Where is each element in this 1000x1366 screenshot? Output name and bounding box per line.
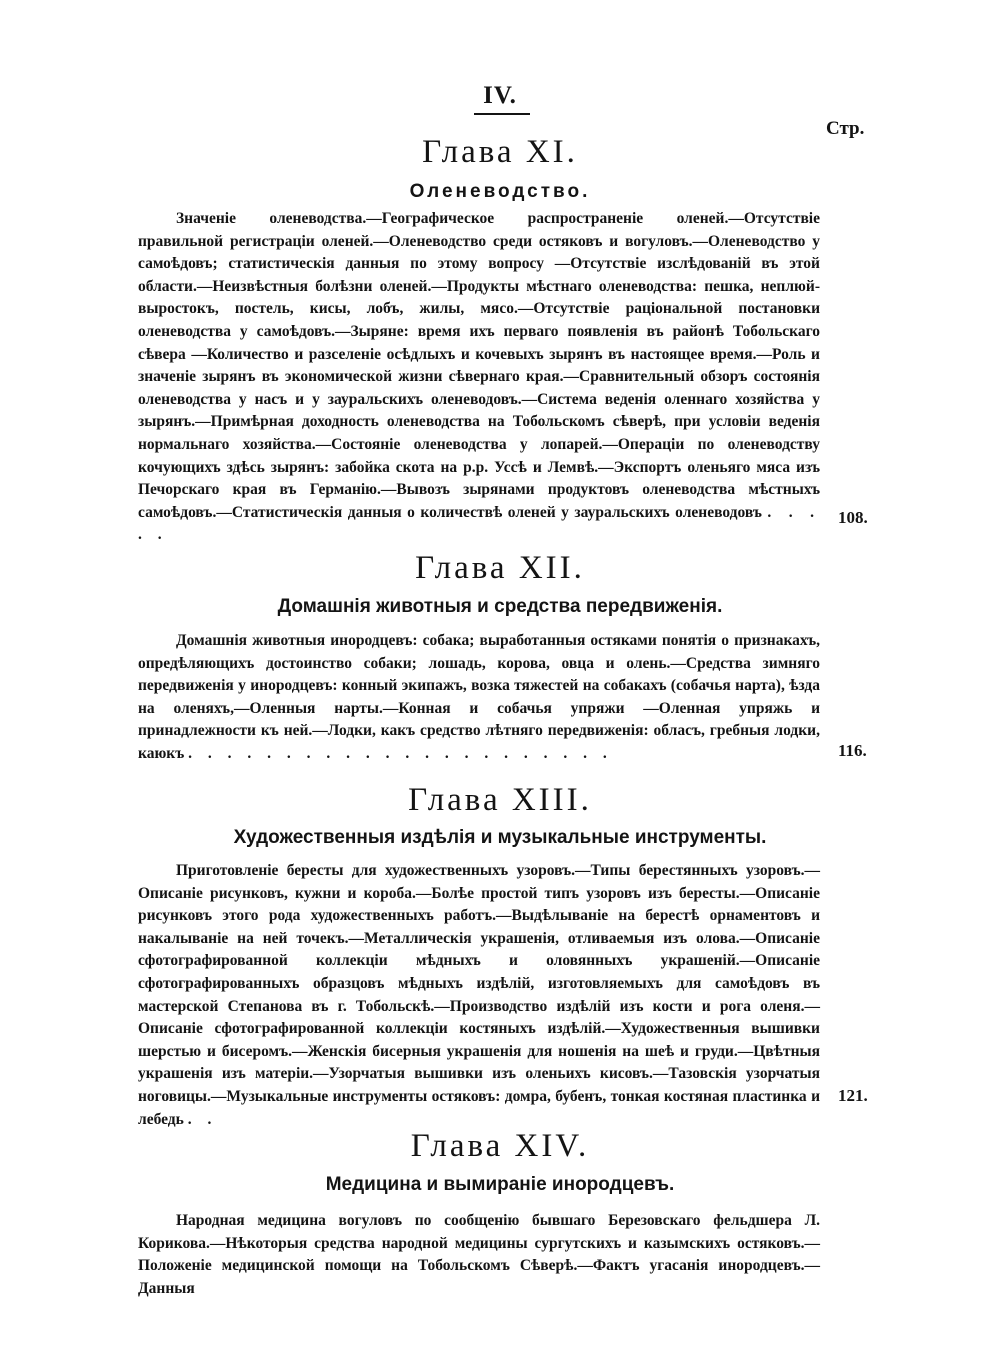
page-number: IV. [483,82,517,109]
chapter-subtitle: Художественныя издѣлія и музыкальные инструменты. [233,827,767,848]
chapter-page-reference: 108. [838,508,868,527]
chapter-page-reference: 121. [838,1086,868,1105]
chapter-subtitle: Медицина и вымираніе инородцевъ. [325,1174,675,1195]
chapter-summary [138,860,820,1131]
summary-text: Народная медицина вогуловъ по сообщенію бывшаго Березовскаго фельдшера Л. Корикова.—Нѣкоторыя средства народной медицины сургутскихъ и казымскихъ остяковъ.—Положеніе медицинской помощи на Тобольскомъ Сѣверѣ.—Фактъ угасанія инородцевъ.—Данныя [138,1212,820,1297]
page-column-label: Стр. [826,118,865,139]
summary-text: Значеніе оленеводства.—Географическое распространеніе оленей.—Отсутствіе правильной регистраціи оленей.—Оленеводство среди остяковъ и вогуловъ.—Оленеводство у самоѣдовъ; статистическія данныя по этому вопросу —Отсутствіе изслѣдованій въ этой области.—Неизвѣстныя болѣзни оленей.—Продукты мѣстнаго оленеводства: пешка, неплюй-выростокъ, постель, кисы, лобъ, жилы, мясо.—Отсутствіе раціональной постановки оленеводства у самоѣдовъ.—Зыряне: время ихъ перваго появленія въ районѣ Тобольскаго сѣвера —Количество и разселеніе осѣдлыхъ и кочевыхъ зырянъ въ настоящее время.—Роль и значеніе зырянъ въ экономической жизни сѣвернаго края.—Сравнительный обзоръ состоянія оленеводства у насъ и у зауральскихъ оленеводовъ.—Система веденія оленнаго хозяйства у зырянъ.—Примѣрная доходность оленеводства на Тобольскомъ сѣверѣ, при условіи веденія нормальнаго хозяйства.—Состояніе оленеводства у лопарей.—Операціи по оленеводству кочующихъ здѣсь зырянъ: забойка скота на р.р. Уссѣ и Лемвѣ.—Экспортъ оленьяго мяса изъ Печорскаго края въ Германію.—Вывозъ зырянами продуктовъ оленеводства мѣстныхъ самоѣдовъ.—Статистическія данныя о количествѣ оленей у зауральскихъ оленеводовъ [138,210,820,521]
chapter-summary [138,630,820,766]
page-number-underline [474,113,530,115]
summary-text: Домашнія животныя инородцевъ: собака; выработанныя остяками понятія о признакахъ, опредѣляющихъ достоинство собаки; лошадь, корова, овца и олень.—Средства зимняго передвиженія у инородцевъ: конный экипажъ, возка тяжестей на собакахъ (собачья нарта), ѣзда на оленяхъ,—Оленныя нарты.—Конная и собачья упряжи —Оленная упряжь и принадлежности къ ней.—Лодки, какъ средство лѣтняго передвиженія: обласъ, гребныя лодки, каюкъ [138,632,820,762]
chapter-subtitle: Оленеводство. [409,181,591,202]
chapter-title: Глава XI. [422,134,578,170]
chapter-title: Глава XIII. [408,782,592,818]
chapter-title: Глава XII. [415,550,585,586]
chapter-subtitle: Домашнія животныя и средства передвиженія. [277,596,723,617]
chapter-title: Глава XIV. [410,1128,590,1164]
chapter-summary [138,1210,820,1300]
dot-leader: . . [187,1110,218,1128]
summary-text: Приготовленіе бересты для художественныхъ узоровъ.—Типы берестянныхъ узоровъ.—Описаніе рисунковъ, кужни и короба.—Болѣе простой типъ узоровъ изъ бересты.—Описаніе рисунковъ этого рода художественныхъ работъ.—Выдѣлываніе на берестѣ орнаментовъ и накалываніе на ней точекъ.—Металлическія украшенія, отливаемыя изъ олова.—Описаніе сфотографированной коллекціи мѣдныхъ и оловянныхъ украшеній.—Описаніе сфотографированныхъ образцовъ мѣдныхъ издѣлій, изготовляемыхъ для самоѣдовъ въ мастерской Степанова въ г. Тобольскѣ.—Производство издѣлій изъ кости и рога оленя.—Описаніе сфотографированной коллекціи костяныхъ издѣлій.—Художественныя вышивки шерстью и бисеромъ.—Женскія бисерныя украшенія для ношенія на шеѣ и груди.—Цвѣтныя украшенія изъ матеріи.—Узорчатыя вышивки изъ оленьихъ кисовъ.—Тазовскія узорчатыя ноговицы.—Музыкальные инструменты остяковъ: домра, бубенъ, тонкая костяная пластинка и лебедь [138,862,820,1128]
dot-leader: . . . . . . . . . . . . . . . . . . . . . . [188,744,613,762]
chapter-summary [138,208,820,547]
chapter-page-reference: 116. [838,741,867,760]
dot-leader: . . . . . [138,503,821,544]
